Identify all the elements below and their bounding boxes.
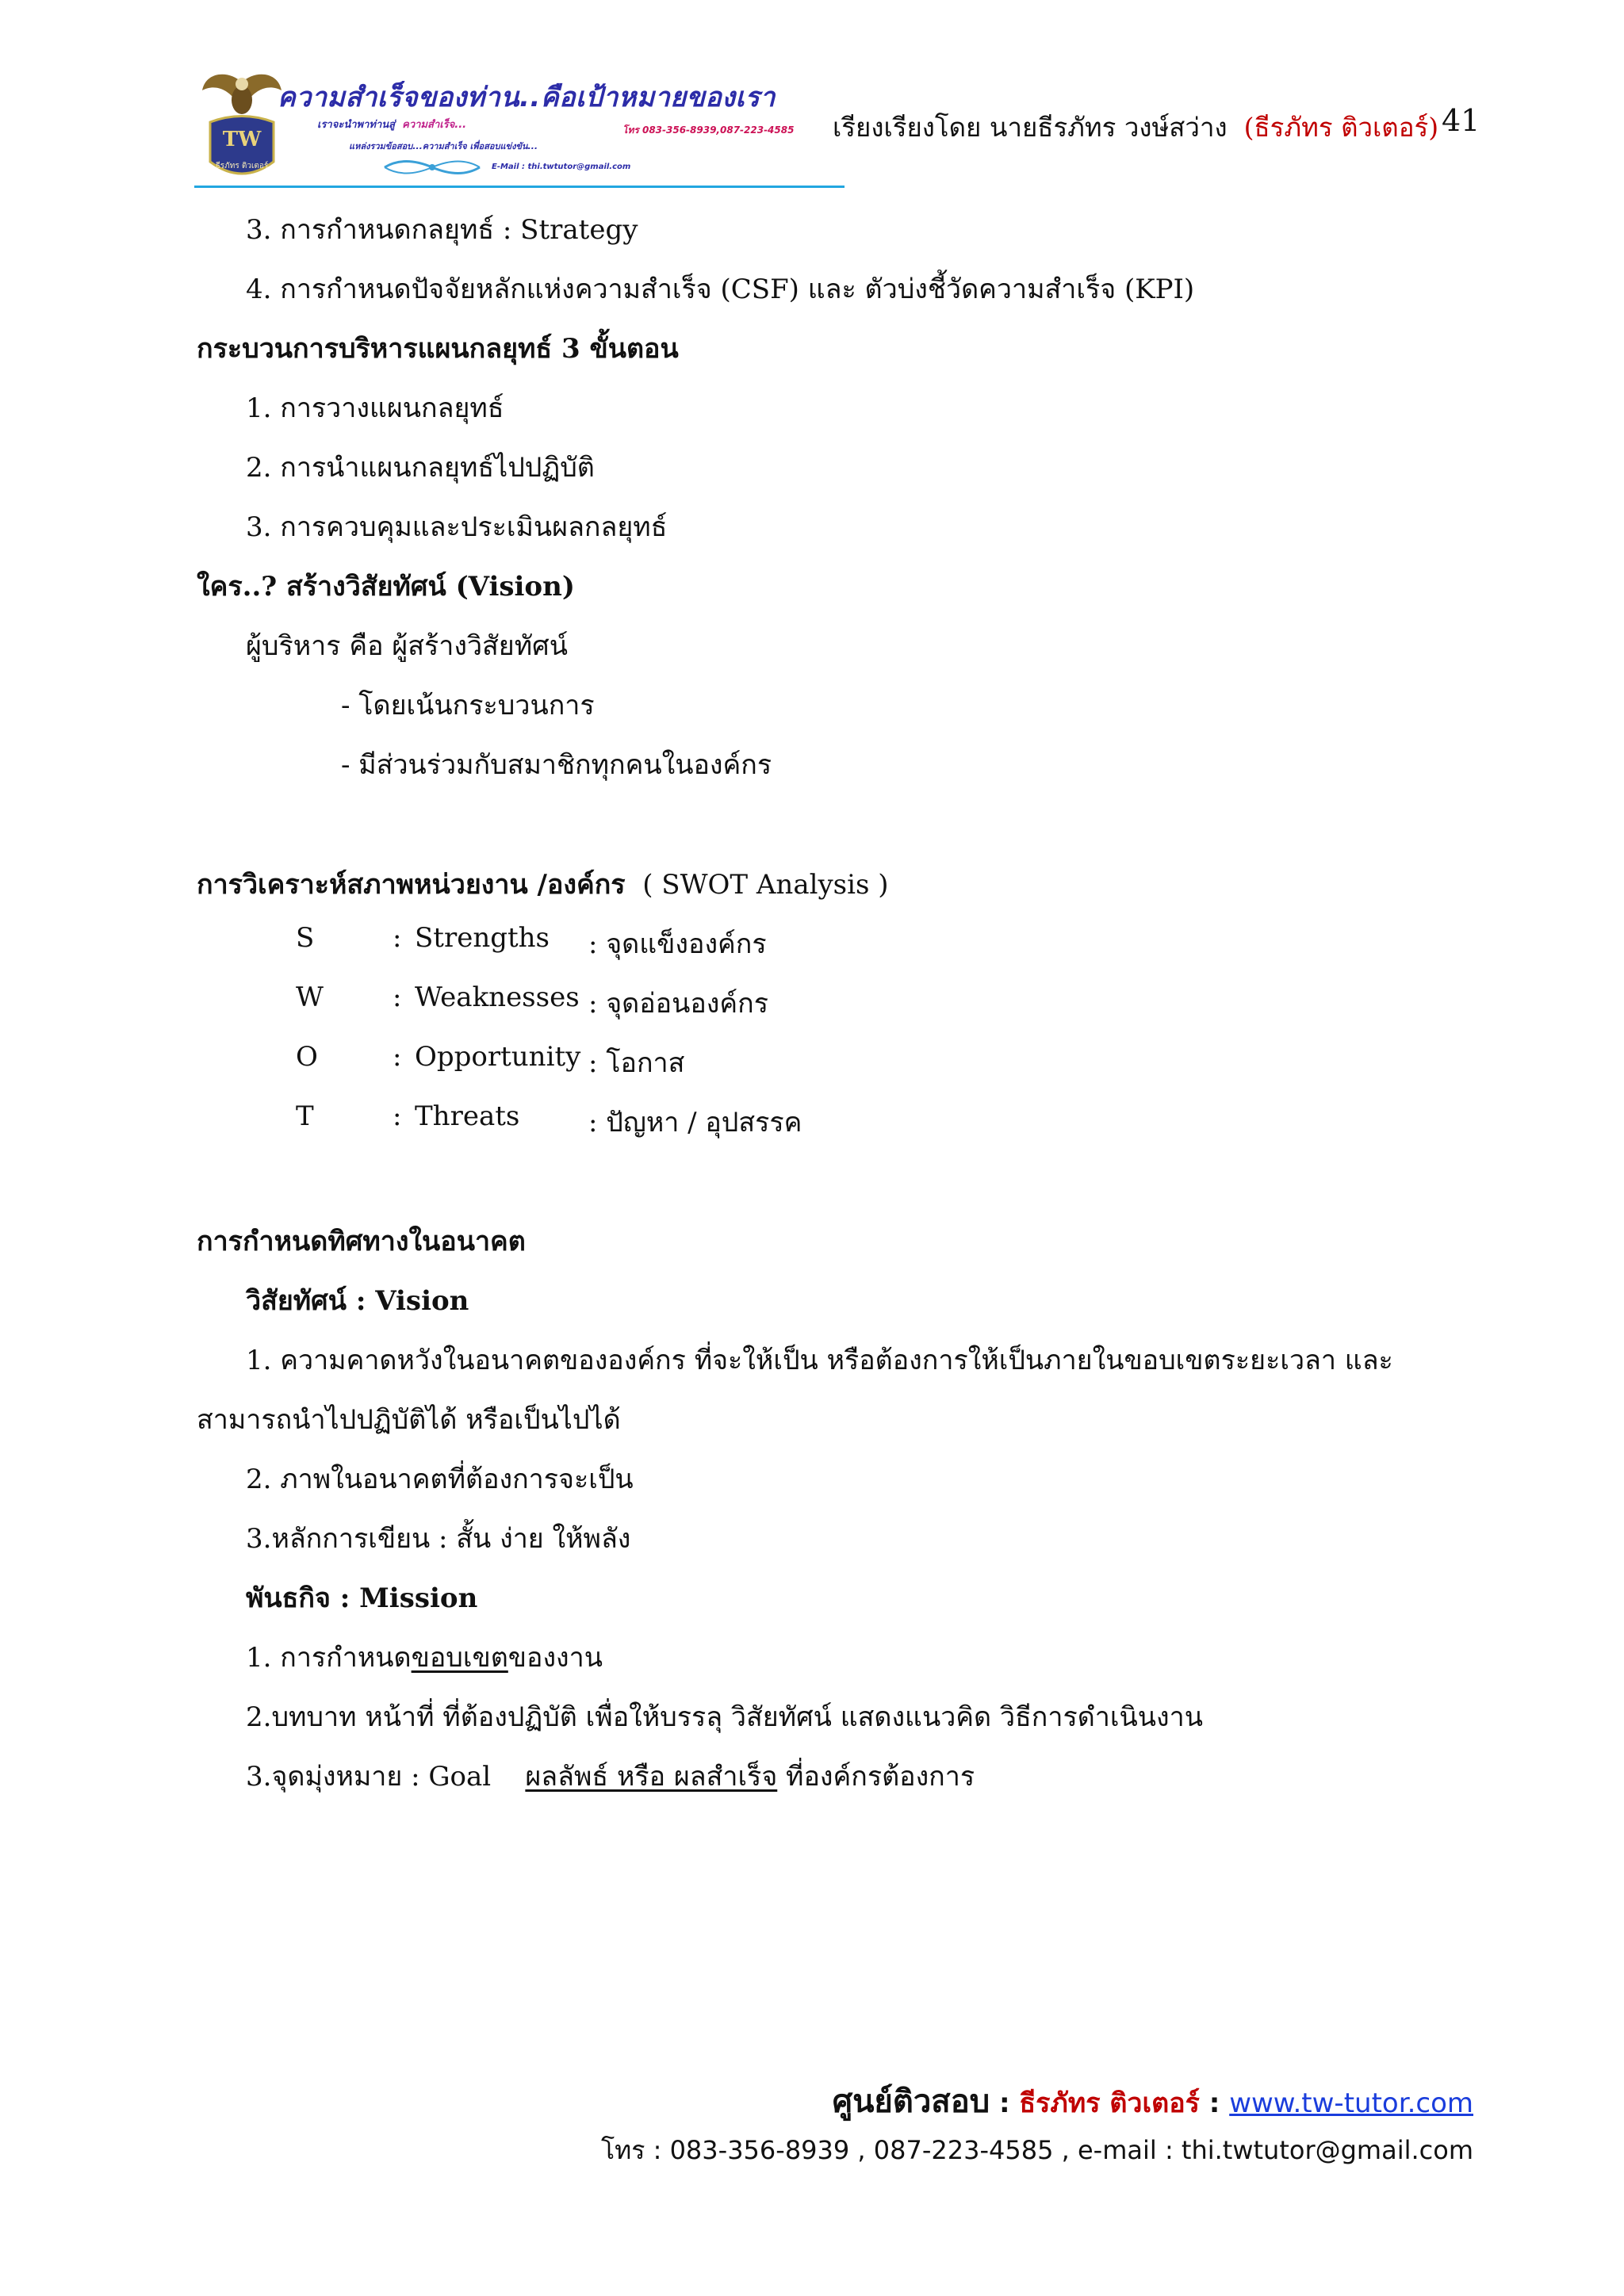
vision-point-1: - โดยเน้นกระบวนการ [341, 690, 595, 721]
swot-letter: T [296, 1100, 314, 1132]
swot-desc: : โอกาส [588, 1047, 685, 1079]
swot-colon: : [393, 922, 402, 954]
swot-term: Strengths [415, 922, 550, 954]
vision-definition-1: 1. ความคาดหวังในอนาคตขององค์กร ที่จะให้เป็น หรือต้องการให้เป็นภายในขอบเขตระยะเวลา และ [246, 1345, 1393, 1376]
process-step-1: 1. การวางแผนกลยุทธ์ [246, 392, 504, 424]
banner-phone: โทร 083-356-8939,087-223-4585 [622, 124, 795, 136]
page-number: 41 [1442, 103, 1480, 138]
section-heading-future-direction: การกำหนดทิศทางในอนาคต [197, 1226, 526, 1257]
subheading-vision: วิสัยทัศน์ : Vision [246, 1285, 469, 1317]
swot-desc: : ปัญหา / อุปสรรค [588, 1107, 802, 1138]
header-divider [194, 186, 845, 188]
banner-subtitle: เราจะนำพาท่านสู่ ความสำเร็จ... [317, 119, 467, 131]
footer-brand: ศูนย์ติวสอบ : ธีรภัทร ติวเตอร์ : www.tw-tutor.com [832, 2084, 1473, 2120]
svg-text:ธีรภัทร ติวเตอร์: ธีรภัทร ติวเตอร์ [215, 162, 269, 170]
swot-colon: : [393, 982, 402, 1013]
banner-email: E-Mail : thi.twtutor@gmail.com [492, 163, 631, 171]
process-step-3: 3. การควบคุมและประเมินผลกลยุทธ์ [246, 511, 668, 543]
swot-letter: O [296, 1041, 318, 1073]
strategy-item: 3. การกำหนดกลยุทธ์ : Strategy [246, 214, 638, 246]
mission-scope: 1. การกำหนดขอบเขตของงาน [246, 1642, 603, 1674]
footer-website-link[interactable]: www.tw-tutor.com [1229, 2087, 1473, 2119]
footer-contact: โทร : 083-356-8939 , 087-223-4585 , e-mail : thi.twtutor@gmail.com [600, 2135, 1473, 2165]
swot-letter: S [296, 922, 315, 954]
swot-letter: W [296, 982, 324, 1013]
svg-text:TW: TW [222, 128, 262, 151]
header-author: เรียงเรียงโดย นายธีรภัทร วงษ์สว่าง (ธีรภัทร ติวเตอร์) [833, 112, 1439, 143]
mission-goal: 3.จุดมุ่งหมาย : Goal ผลลัพธ์ หรือ ผลสำเร็จ ที่องค์กรต้องการ [246, 1761, 975, 1793]
ornament-icon [381, 155, 484, 179]
footer-center-name: ศูนย์ติวสอบ [832, 2084, 990, 2120]
vision-creator: ผู้บริหาร คือ ผู้สร้างวิสัยทัศน์ [246, 630, 568, 662]
swot-desc: : จุดอ่อนองค์กร [588, 988, 768, 1020]
subheading-mission: พันธกิจ : Mission [246, 1582, 478, 1614]
vision-definition-2: 2. ภาพในอนาคตที่ต้องการจะเป็น [246, 1464, 634, 1495]
section-heading-strategy-process: กระบวนการบริหารแผนกลยุทธ์ 3 ขั้นตอน [197, 333, 679, 365]
eagle-logo-icon [198, 67, 285, 186]
process-step-2: 2. การนำแผนกลยุทธ์ไปปฏิบัติ [246, 452, 595, 484]
swot-desc: : จุดแข็งองค์กร [588, 928, 767, 960]
swot-colon: : [393, 1100, 402, 1132]
vision-point-2: - มีส่วนร่วมกับสมาชิกทุกคนในองค์กร [341, 749, 772, 781]
section-heading-vision-who: ใคร..? สร้างวิสัยทัศน์ (Vision) [197, 571, 575, 603]
csf-kpi-item: 4. การกำหนดปัจจัยหลักแห่งความสำเร็จ (CSF) และ ตัวบ่งชี้วัดความสำเร็จ (KPI) [246, 274, 1195, 305]
banner-subtitle-2: แหล่งรวมข้อสอบ...ความสำเร็จ เพื่อสอบแข่งขัน... [349, 141, 538, 151]
swot-colon: : [393, 1041, 402, 1073]
banner-title: ความสำเร็จของท่าน..คือเป้าหมายของเรา [278, 82, 776, 113]
swot-term: Threats [415, 1100, 520, 1132]
footer-tutor-name: ธีรภัทร ติวเตอร์ [1019, 2087, 1200, 2119]
vision-writing-principle: 3.หลักการเขียน : สั้น ง่าย ให้พลัง [246, 1523, 631, 1555]
swot-term: Opportunity [415, 1041, 581, 1073]
mission-roles: 2.บทบาท หน้าที่ ที่ต้องปฏิบัติ เพื่อให้บรรลุ วิสัยทัศน์ แสดงแนวคิด วิธีการดำเนินงาน [246, 1701, 1203, 1733]
vision-definition-1-cont: สามารถนำไปปฏิบัติได้ หรือเป็นไปได้ [197, 1404, 621, 1436]
section-heading-swot: การวิเคราะห์สภาพหน่วยงาน /องค์กร ( SWOT Analysis ) [197, 869, 889, 901]
swot-term: Weaknesses [415, 982, 580, 1013]
